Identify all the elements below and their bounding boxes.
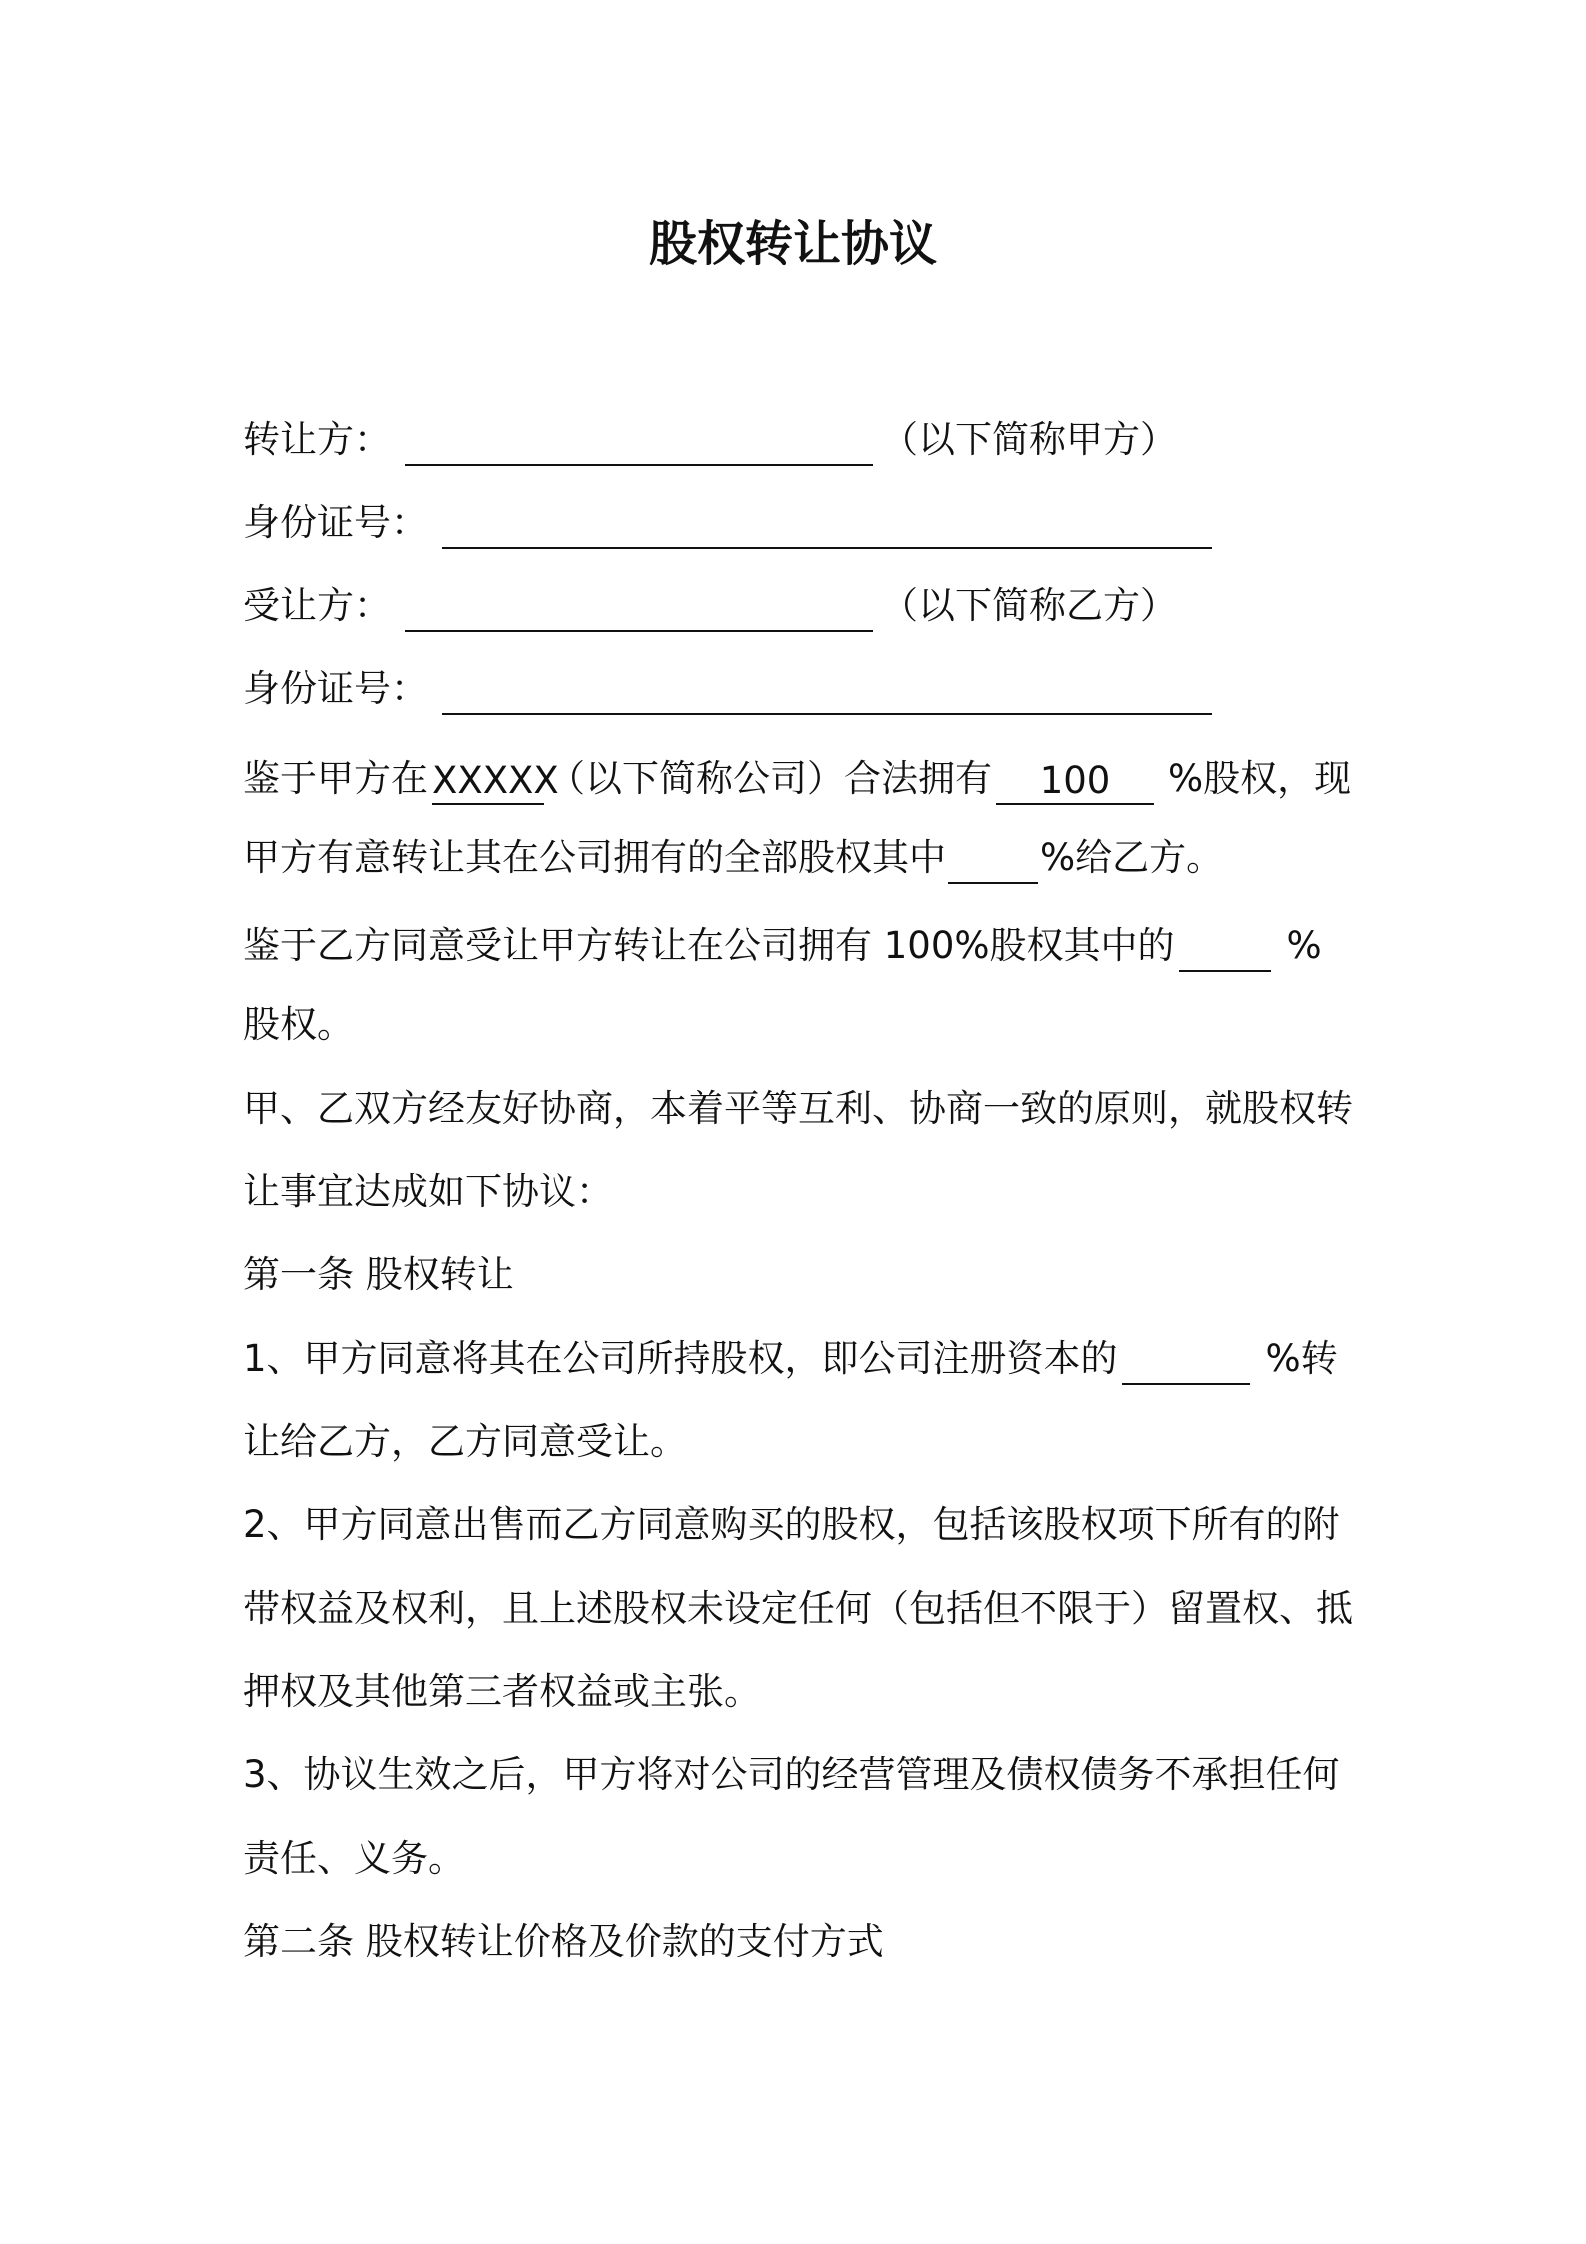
p3-line2: 让事宜达成如下协议： — [243, 1170, 613, 1213]
transferee-label: 受让方： — [243, 584, 391, 627]
transferee-line — [243, 580, 1177, 632]
paragraph-3-line-2 — [243, 1166, 613, 1218]
transferor-label: 转让方： — [243, 418, 391, 461]
p1-suffix: %股权，现 — [1168, 757, 1352, 800]
registered-capital-percent-blank[interactable] — [1122, 1339, 1250, 1385]
document-title: 股权转让协议 — [648, 216, 937, 272]
transferee-id-blank[interactable] — [442, 669, 1212, 715]
transferor-suffix: （以下简称甲方） — [881, 418, 1177, 461]
share-percent-blank[interactable]: 100 — [996, 759, 1154, 805]
p1-mid: （以下简称公司）合法拥有 — [548, 757, 992, 800]
accept-percent-blank[interactable] — [1179, 926, 1271, 972]
article-2-heading-text: 第二条 股权转让价格及价款的支付方式 — [243, 1920, 884, 1963]
transferor-name-blank[interactable] — [405, 420, 873, 466]
transferee-name-blank[interactable] — [405, 586, 873, 632]
p3-line1: 甲、乙双方经友好协商，本着平等互利、协商一致的原则，就股权转 — [243, 1087, 1353, 1130]
transferee-suffix: （以下简称乙方） — [881, 584, 1177, 627]
article-1-item-3-line-1 — [243, 1749, 1340, 1801]
article-1-item-1-line-1 — [243, 1333, 1338, 1385]
a1-item1-line2: 让给乙方，乙方同意受让。 — [243, 1420, 687, 1463]
p2-suffix: % — [1286, 924, 1322, 967]
a1-item1-suffix: %转 — [1265, 1337, 1338, 1380]
article-2-heading — [243, 1916, 884, 1968]
article-1-item-1-line-2 — [243, 1416, 687, 1468]
a1-item3-line2: 责任、义务。 — [243, 1837, 465, 1880]
transferor-id-blank[interactable] — [442, 503, 1212, 549]
a1-item3-line1: 3、协议生效之后，甲方将对公司的经营管理及债权债务不承担任何 — [243, 1753, 1340, 1796]
transfer-percent-blank[interactable] — [948, 838, 1038, 884]
article-1-item-3-line-2 — [243, 1833, 465, 1885]
p1-prefix: 鉴于甲方在 — [243, 757, 428, 800]
transferor-id-line — [243, 497, 1212, 549]
paragraph-2-line-2 — [243, 999, 354, 1051]
a1-item2-line1: 2、甲方同意出售而乙方同意购买的股权，包括该股权项下所有的附 — [243, 1503, 1340, 1546]
a1-item2-line2: 带权益及权利，且上述股权未设定任何（包括但不限于）留置权、抵 — [243, 1587, 1353, 1630]
transferee-id-line — [243, 663, 1212, 715]
id-label: 身份证号： — [243, 667, 428, 710]
article-1-item-2-line-2 — [243, 1583, 1353, 1635]
a1-item2-line3: 押权及其他第三者权益或主张。 — [243, 1670, 761, 1713]
id-label: 身份证号： — [243, 501, 428, 544]
article-1-item-2-line-3 — [243, 1666, 761, 1718]
p2-line2: 股权。 — [243, 1003, 354, 1046]
article-1-heading — [243, 1249, 514, 1301]
transferor-line — [243, 414, 1177, 466]
paragraph-1-line-2 — [243, 832, 1223, 884]
article-1-item-2-line-1 — [243, 1499, 1340, 1551]
p2-prefix: 鉴于乙方同意受让甲方转让在公司拥有 100%股权其中的 — [243, 924, 1175, 967]
a1-item1-prefix: 1、甲方同意将其在公司所持股权，即公司注册资本的 — [243, 1337, 1118, 1380]
p1-line2-prefix: 甲方有意转让其在公司拥有的全部股权其中 — [243, 836, 946, 879]
p1-line2-suffix: %给乙方。 — [1040, 836, 1224, 879]
paragraph-1-line-1 — [243, 753, 1351, 805]
paragraph-3-line-1 — [243, 1083, 1353, 1135]
paragraph-2-line-1 — [243, 920, 1322, 972]
article-1-heading-text: 第一条 股权转让 — [243, 1253, 514, 1296]
company-name-blank[interactable]: XXXXX — [432, 759, 544, 805]
